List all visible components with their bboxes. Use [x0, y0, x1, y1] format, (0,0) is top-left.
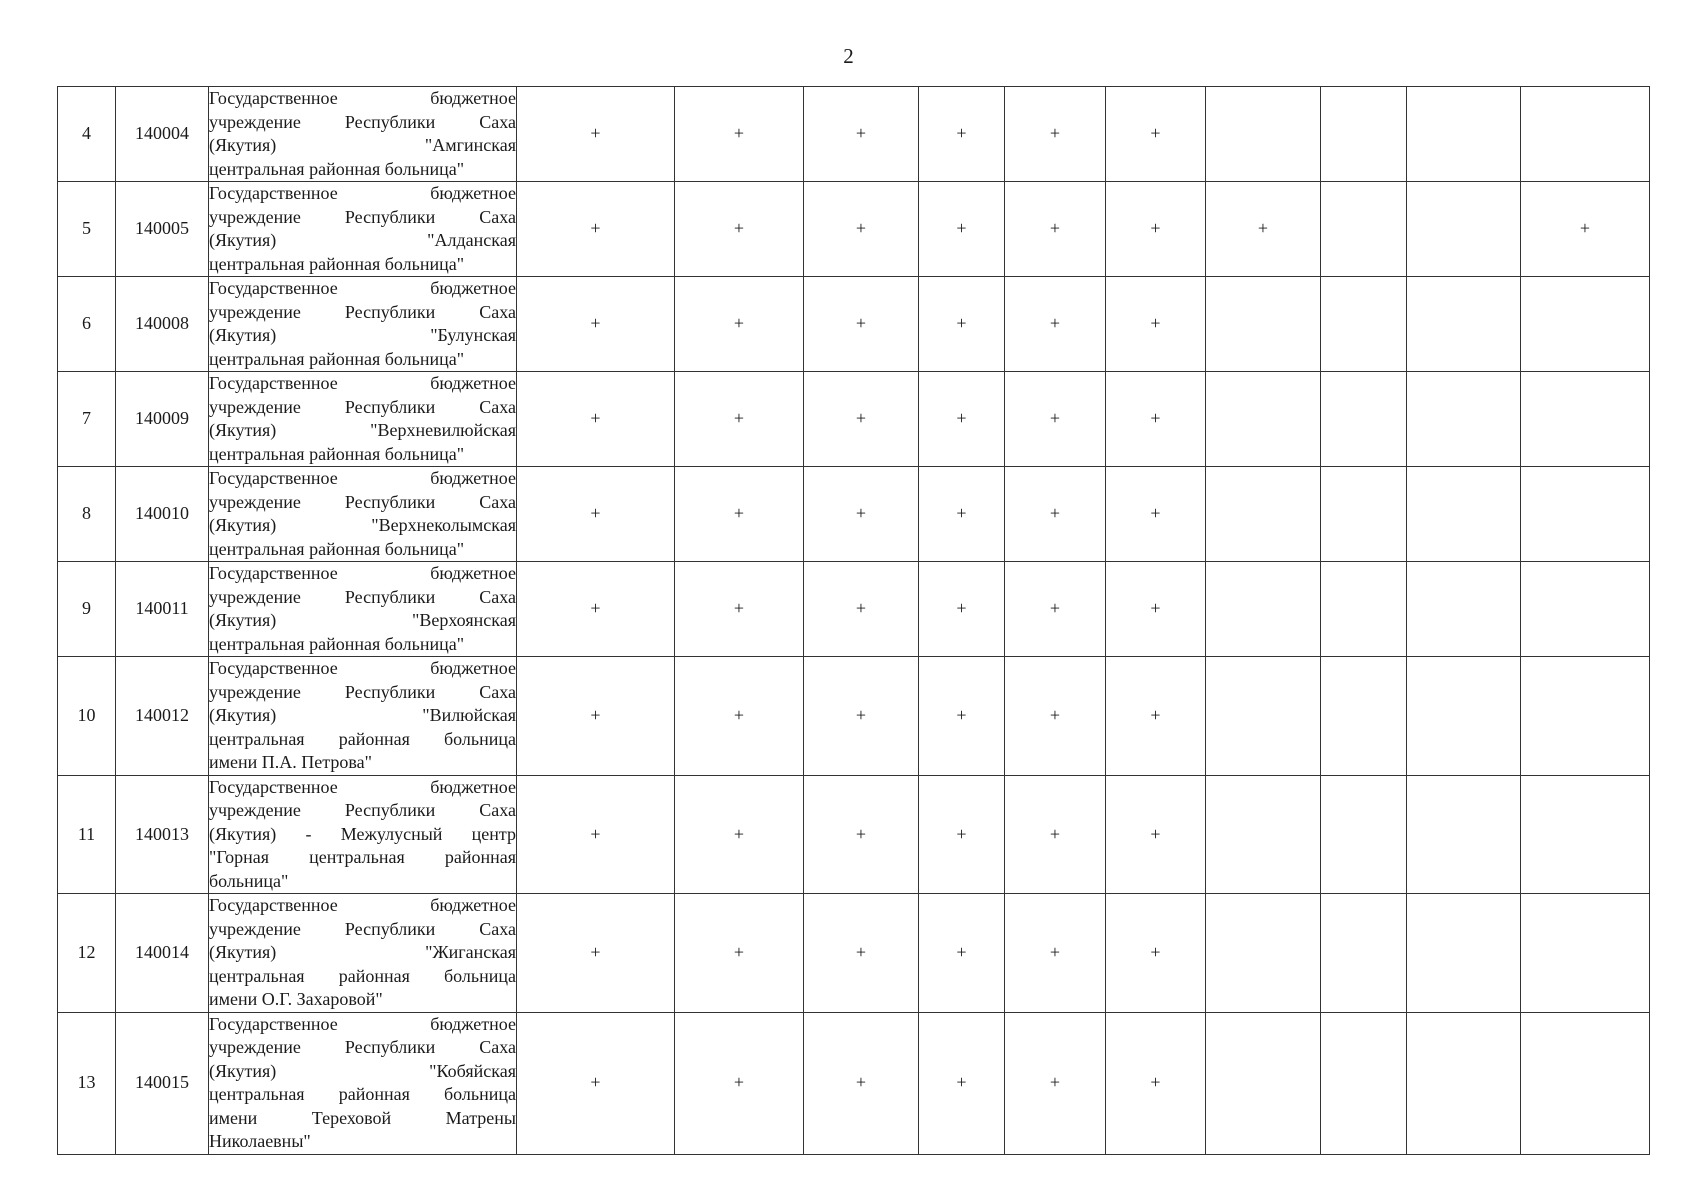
registry-code-cell: 140008 — [116, 277, 209, 372]
institutions-table — [57, 86, 1650, 1155]
mark-cell — [1407, 657, 1521, 776]
row-number-cell: 8 — [58, 467, 116, 562]
mark-cell — [1521, 1012, 1650, 1154]
mark-cell: + — [1005, 372, 1106, 467]
mark-cell: + — [1206, 182, 1321, 277]
row-number-cell: 13 — [58, 1012, 116, 1154]
row-number-cell: 5 — [58, 182, 116, 277]
mark-cell — [1321, 562, 1407, 657]
institution-name-line: больница" — [209, 870, 289, 891]
mark-cell: + — [517, 562, 675, 657]
mark-cell: + — [1521, 182, 1650, 277]
institution-name-line: учреждение Республики Саха — [209, 206, 516, 227]
institution-name-line: центральная районная больница" — [209, 443, 465, 464]
mark-cell — [1521, 372, 1650, 467]
row-number-cell: 9 — [58, 562, 116, 657]
mark-cell — [1206, 1012, 1321, 1154]
institution-name-line: учреждение Республики Саха — [209, 491, 516, 512]
mark-cell: + — [517, 894, 675, 1013]
mark-cell: + — [1106, 562, 1206, 657]
institution-name-cell — [209, 894, 517, 1013]
mark-cell: + — [804, 372, 919, 467]
mark-cell: + — [804, 894, 919, 1013]
mark-cell: + — [804, 1012, 919, 1154]
mark-cell — [1321, 1012, 1407, 1154]
mark-cell: + — [1005, 657, 1106, 776]
institution-name-line: центральная районная больница" — [209, 538, 465, 559]
registry-code-cell: 140011 — [116, 562, 209, 657]
mark-cell — [1407, 372, 1521, 467]
institution-name-line: центральная районная больница" — [209, 348, 465, 369]
mark-cell — [1206, 372, 1321, 467]
registry-code-cell: 140004 — [116, 87, 209, 182]
table-row — [58, 372, 1650, 467]
institution-name-line: Государственное бюджетное — [209, 373, 516, 393]
institution-name-cell — [209, 372, 517, 467]
mark-cell — [1321, 894, 1407, 1013]
registry-code-cell: 140012 — [116, 657, 209, 776]
page-number: 2 — [843, 44, 854, 68]
mark-cell — [1521, 467, 1650, 562]
mark-cell: + — [517, 277, 675, 372]
mark-cell — [1407, 87, 1521, 182]
mark-cell — [1206, 657, 1321, 776]
institution-name-cell — [209, 87, 517, 182]
institution-name-line: Государственное бюджетное — [209, 88, 516, 108]
mark-cell — [1321, 775, 1407, 894]
institution-name-line: Государственное бюджетное — [209, 776, 516, 797]
table-row — [58, 467, 1650, 562]
mark-cell — [1206, 467, 1321, 562]
table-row — [58, 657, 1650, 776]
mark-cell — [1321, 87, 1407, 182]
institution-name-line: учреждение Республики Саха — [209, 800, 516, 820]
mark-cell: + — [517, 1012, 675, 1154]
mark-cell: + — [675, 1012, 804, 1154]
institution-name-cell — [209, 562, 517, 657]
institution-name-line: "Горная центральная районная — [209, 847, 516, 867]
institution-name-line: центральная районная больница" — [209, 253, 465, 274]
institution-name-line: центральная районная больница" — [209, 158, 465, 179]
mark-cell: + — [675, 372, 804, 467]
mark-cell — [1407, 1012, 1521, 1154]
institution-name-line: (Якутия) - Межулусный центр — [209, 823, 516, 844]
mark-cell: + — [1106, 87, 1206, 182]
mark-cell: + — [675, 894, 804, 1013]
mark-cell: + — [919, 372, 1005, 467]
mark-cell: + — [517, 87, 675, 182]
mark-cell — [1407, 894, 1521, 1013]
mark-cell: + — [675, 657, 804, 776]
mark-cell: + — [919, 87, 1005, 182]
table-row — [58, 87, 1650, 182]
institution-name-line: центральная районная больница — [209, 728, 516, 749]
mark-cell: + — [804, 277, 919, 372]
row-number-cell: 12 — [58, 894, 116, 1013]
row-number-cell: 11 — [58, 775, 116, 894]
mark-cell — [1407, 182, 1521, 277]
mark-cell: + — [1106, 775, 1206, 894]
institution-name-line: учреждение Республики Саха — [209, 396, 516, 417]
institution-name-line: Государственное бюджетное — [209, 183, 516, 203]
mark-cell — [1521, 894, 1650, 1013]
mark-cell: + — [919, 657, 1005, 776]
mark-cell: + — [1005, 467, 1106, 562]
mark-cell — [1321, 277, 1407, 372]
mark-cell — [1206, 277, 1321, 372]
institution-name-line: (Якутия) "Вилюйская — [209, 705, 516, 725]
table-body — [58, 87, 1650, 1155]
row-number-cell: 10 — [58, 657, 116, 776]
institution-name-line: учреждение Республики Саха — [209, 586, 516, 607]
mark-cell: + — [919, 894, 1005, 1013]
table-row — [58, 775, 1650, 894]
mark-cell: + — [1005, 775, 1106, 894]
mark-cell: + — [1005, 277, 1106, 372]
registry-code-cell: 140009 — [116, 372, 209, 467]
table-row — [58, 277, 1650, 372]
mark-cell — [1521, 657, 1650, 776]
mark-cell — [1407, 775, 1521, 894]
mark-cell: + — [517, 467, 675, 562]
mark-cell: + — [804, 562, 919, 657]
mark-cell — [1206, 894, 1321, 1013]
institution-name-line: (Якутия) "Булунская — [209, 325, 516, 345]
mark-cell — [1321, 467, 1407, 562]
mark-cell — [1321, 657, 1407, 776]
mark-cell — [1321, 372, 1407, 467]
institution-name-line: учреждение Республики Саха — [209, 111, 516, 132]
row-number-cell: 6 — [58, 277, 116, 372]
mark-cell: + — [517, 372, 675, 467]
institution-name-line: Государственное бюджетное — [209, 278, 516, 298]
mark-cell — [1321, 182, 1407, 277]
institution-name-line: учреждение Республики Саха — [209, 681, 516, 702]
registry-code-cell: 140014 — [116, 894, 209, 1013]
mark-cell: + — [919, 182, 1005, 277]
mark-cell: + — [804, 775, 919, 894]
mark-cell — [1521, 87, 1650, 182]
institution-name-line: Государственное бюджетное — [209, 468, 516, 488]
mark-cell — [1206, 562, 1321, 657]
table-row — [58, 894, 1650, 1013]
mark-cell: + — [675, 467, 804, 562]
institution-name-cell — [209, 182, 517, 277]
mark-cell: + — [804, 467, 919, 562]
mark-cell — [1206, 775, 1321, 894]
institution-name-line: учреждение Республики Саха — [209, 301, 516, 322]
mark-cell: + — [1106, 277, 1206, 372]
institution-name-line: (Якутия) "Верхневилюйская — [209, 420, 516, 440]
institution-name-line: центральная районная больница — [209, 965, 516, 986]
institution-name-line: (Якутия) "Жиганская — [209, 942, 516, 962]
table-row — [58, 562, 1650, 657]
mark-cell: + — [919, 467, 1005, 562]
mark-cell — [1206, 87, 1321, 182]
mark-cell: + — [1005, 562, 1106, 657]
mark-cell: + — [1106, 372, 1206, 467]
institution-name-line: (Якутия) "Верхнеколымская — [209, 515, 516, 535]
institution-name-line: (Якутия) "Верхоянская — [209, 610, 516, 630]
mark-cell: + — [804, 657, 919, 776]
mark-cell: + — [919, 1012, 1005, 1154]
mark-cell — [1521, 562, 1650, 657]
institution-name-line: (Якутия) "Амгинская — [209, 135, 516, 155]
registry-code-cell: 140015 — [116, 1012, 209, 1154]
institution-name-line: центральная районная больница" — [209, 633, 465, 654]
mark-cell — [1521, 775, 1650, 894]
table-row — [58, 1012, 1650, 1154]
mark-cell: + — [675, 562, 804, 657]
row-number-cell: 4 — [58, 87, 116, 182]
mark-cell: + — [1005, 894, 1106, 1013]
mark-cell — [1521, 277, 1650, 372]
institution-name-line: Государственное бюджетное — [209, 658, 516, 678]
mark-cell — [1407, 562, 1521, 657]
institution-name-line: Государственное бюджетное — [209, 563, 516, 583]
institution-name-line: имени Тереховой Матрены — [209, 1107, 516, 1128]
mark-cell: + — [1106, 182, 1206, 277]
mark-cell: + — [675, 277, 804, 372]
mark-cell: + — [675, 182, 804, 277]
institution-name-line: имени П.А. Петрова" — [209, 752, 372, 772]
mark-cell — [1407, 277, 1521, 372]
mark-cell: + — [1106, 467, 1206, 562]
row-number-cell: 7 — [58, 372, 116, 467]
institution-name-line: Государственное бюджетное — [209, 1013, 516, 1034]
institution-name-line: учреждение Республики Саха — [209, 918, 516, 939]
mark-cell: + — [1106, 894, 1206, 1013]
mark-cell: + — [804, 87, 919, 182]
institution-name-line: Государственное бюджетное — [209, 895, 516, 915]
institution-name-line: имени О.Г. Захаровой" — [209, 989, 383, 1009]
institution-name-cell — [209, 775, 517, 894]
mark-cell: + — [517, 775, 675, 894]
mark-cell: + — [804, 182, 919, 277]
registry-code-cell: 140005 — [116, 182, 209, 277]
mark-cell: + — [919, 562, 1005, 657]
institution-name-cell — [209, 1012, 517, 1154]
mark-cell: + — [675, 775, 804, 894]
institution-name-line: (Якутия) "Кобяйская — [209, 1060, 516, 1081]
institution-name-cell — [209, 657, 517, 776]
mark-cell: + — [919, 277, 1005, 372]
table-row — [58, 182, 1650, 277]
institution-name-line: (Якутия) "Алданская — [209, 230, 516, 250]
institution-name-cell — [209, 467, 517, 562]
institution-name-cell — [209, 277, 517, 372]
institution-name-line: учреждение Республики Саха — [209, 1037, 516, 1057]
mark-cell: + — [1005, 1012, 1106, 1154]
mark-cell: + — [675, 87, 804, 182]
mark-cell: + — [1005, 87, 1106, 182]
registry-code-cell: 140013 — [116, 775, 209, 894]
mark-cell: + — [1005, 182, 1106, 277]
mark-cell: + — [517, 182, 675, 277]
mark-cell: + — [1106, 1012, 1206, 1154]
mark-cell: + — [919, 775, 1005, 894]
mark-cell: + — [1106, 657, 1206, 776]
institution-name-line: Николаевны" — [209, 1131, 311, 1151]
mark-cell — [1407, 467, 1521, 562]
mark-cell: + — [517, 657, 675, 776]
registry-code-cell: 140010 — [116, 467, 209, 562]
institution-name-line: центральная районная больница — [209, 1084, 516, 1104]
